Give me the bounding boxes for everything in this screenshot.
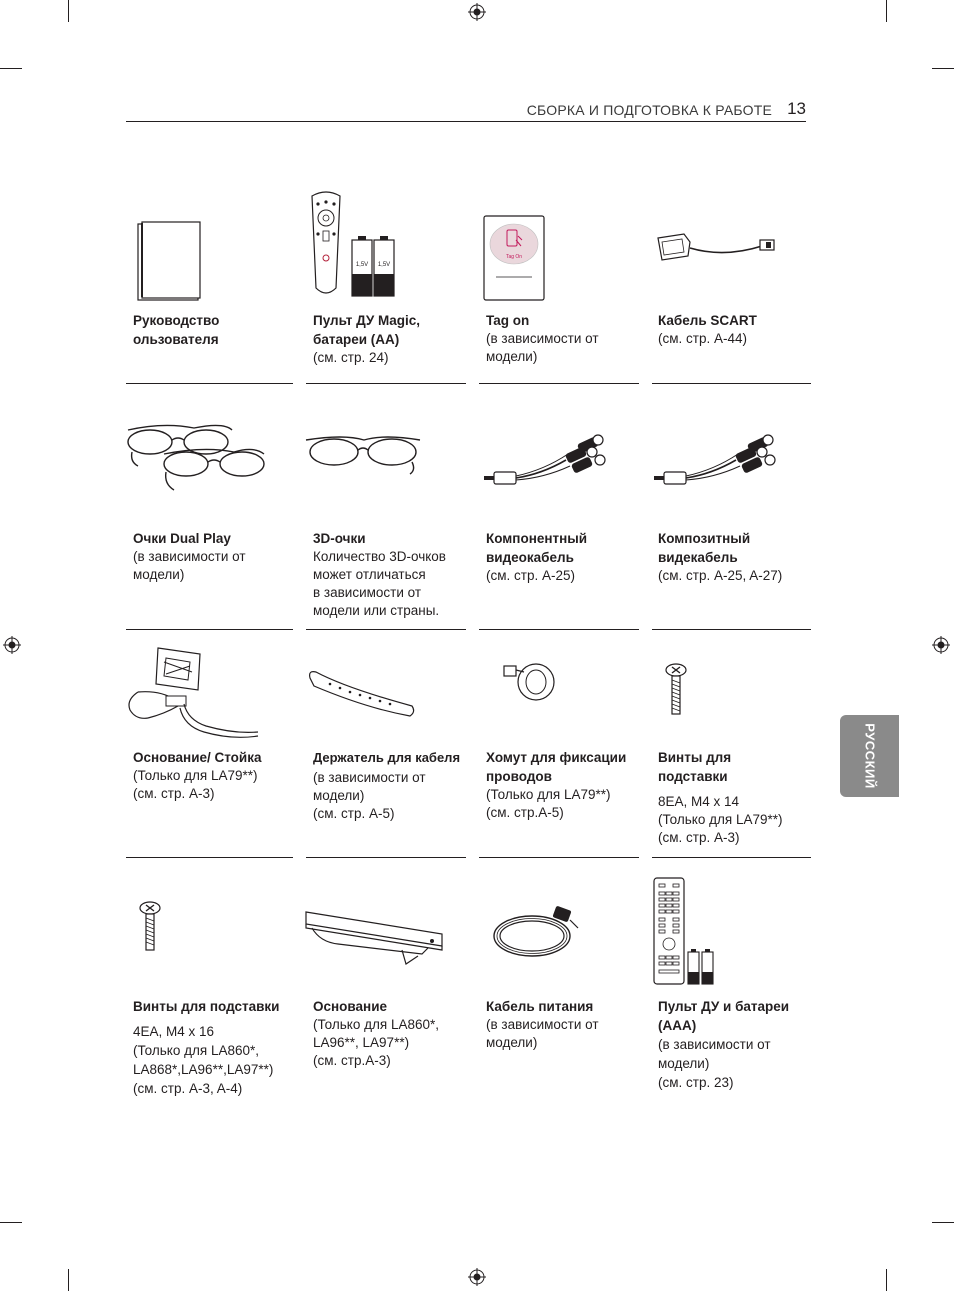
item-divider [306, 629, 466, 630]
registration-mark-icon [3, 636, 21, 654]
section-title: СБОРКА И ПОДГОТОВКА К РАБОТЕ [526, 102, 772, 118]
registration-mark-icon [468, 3, 486, 21]
tag-on-icon [482, 214, 546, 302]
item-divider [306, 857, 466, 858]
page-header [126, 98, 806, 122]
registration-mark-icon [468, 1268, 486, 1286]
power-cable-icon [488, 902, 584, 964]
item-desc: (Только для LA860*, LA96**, LA97**) (см. стр.A-3) [313, 1017, 439, 1068]
item-name: Пульт ДУ и батареи (AAA) [658, 999, 790, 1033]
item-name: Пульт ДУ Magic, батареи (AA) [313, 313, 421, 347]
item-desc: 4EA, M4 x 16 (Только для LA860*, LA868*,LA96**,LA97**) (см. стр. A-3, A-4) [133, 1024, 274, 1096]
item-name: Хомут для фиксации проводов [486, 750, 627, 784]
item-divider [652, 629, 811, 630]
crop-mark [932, 1222, 954, 1223]
item-divider [126, 629, 293, 630]
crop-mark [886, 0, 887, 22]
item-name: Кабель питания [486, 999, 594, 1014]
item-name: Руководство ользователя [133, 313, 220, 347]
3d-glasses-icon [304, 432, 422, 476]
crop-mark [932, 68, 954, 69]
crop-mark [68, 0, 69, 22]
item-divider [126, 857, 293, 858]
language-tab [840, 715, 899, 797]
item-divider [479, 383, 639, 384]
screw-icon [138, 900, 162, 952]
item-desc: Количество 3D-очков может отличаться в зависимости от модели или страны. [313, 549, 446, 618]
cable-tie-icon [500, 656, 560, 706]
user-manual-icon [136, 220, 204, 302]
scart-cable-icon [654, 228, 780, 268]
page-number: 13 [787, 99, 806, 118]
item-desc: (в зависимости от модели) [486, 331, 599, 364]
crop-mark [886, 1269, 887, 1291]
magic-remote-icon [306, 188, 402, 300]
item-desc: (Только для LA79**) (см. стр.A-5) [486, 787, 611, 820]
registration-mark-icon [932, 636, 950, 654]
item-name: Держатель для кабеля [313, 750, 461, 765]
item-desc: 8EA, M4 x 14 (Только для LA79**) (см. стр. A-3) [658, 794, 783, 845]
tag-on-logo-text: Tag On [505, 254, 523, 260]
item-desc: (в зависимости от модели) (см. стр. 23) [658, 1037, 771, 1090]
item-name: Компонентный видеокабель [486, 531, 588, 565]
battery-label: 1,5V [355, 262, 369, 268]
item-desc: (в зависимости от модели) [133, 549, 246, 582]
cable-holder-icon [306, 668, 418, 720]
item-desc: (см. стр. 24) [313, 350, 389, 365]
item-name: Основание [313, 999, 387, 1014]
item-desc: (см. стр. A-25) [486, 568, 575, 583]
item-name: 3D-очки [313, 531, 366, 546]
item-divider [479, 629, 639, 630]
item-desc: (см. стр. A-44) [658, 331, 747, 346]
item-name: Tag on [486, 313, 530, 328]
item-divider [306, 383, 466, 384]
item-desc: (Только для LA79**) (см. стр. A-3) [133, 768, 258, 801]
screw-icon [664, 662, 688, 716]
base-icon [302, 908, 446, 966]
remote-control-icon [650, 874, 720, 988]
item-desc: (в зависимости от модели) (см. стр. A-5) [313, 770, 426, 821]
language-tab-label: РУССКИЙ [862, 723, 877, 789]
item-name: Винты для подставки [133, 999, 280, 1014]
item-name: Композитный видекабель [658, 531, 751, 565]
item-name: Очки Dual Play [133, 531, 231, 546]
composite-cable-icon [652, 430, 786, 488]
item-divider [652, 383, 811, 384]
battery-label: 1,5V [377, 262, 391, 268]
crop-mark [0, 68, 22, 69]
crop-mark [68, 1269, 69, 1291]
crop-mark [0, 1222, 22, 1223]
item-name: Основание/ Стойка [133, 750, 262, 765]
component-cable-icon [482, 430, 616, 488]
stand-base-icon [124, 644, 262, 740]
item-desc: (см. стр. A-25, A-27) [658, 568, 783, 583]
item-name: Винты для подставки [658, 750, 732, 784]
item-desc: (в зависимости от модели) [486, 1017, 599, 1050]
item-name: Кабель SCART [658, 313, 757, 328]
item-divider [479, 857, 639, 858]
dual-play-glasses-icon [124, 422, 270, 494]
header-rule [126, 121, 806, 122]
item-divider [652, 857, 811, 858]
item-divider [126, 383, 293, 384]
